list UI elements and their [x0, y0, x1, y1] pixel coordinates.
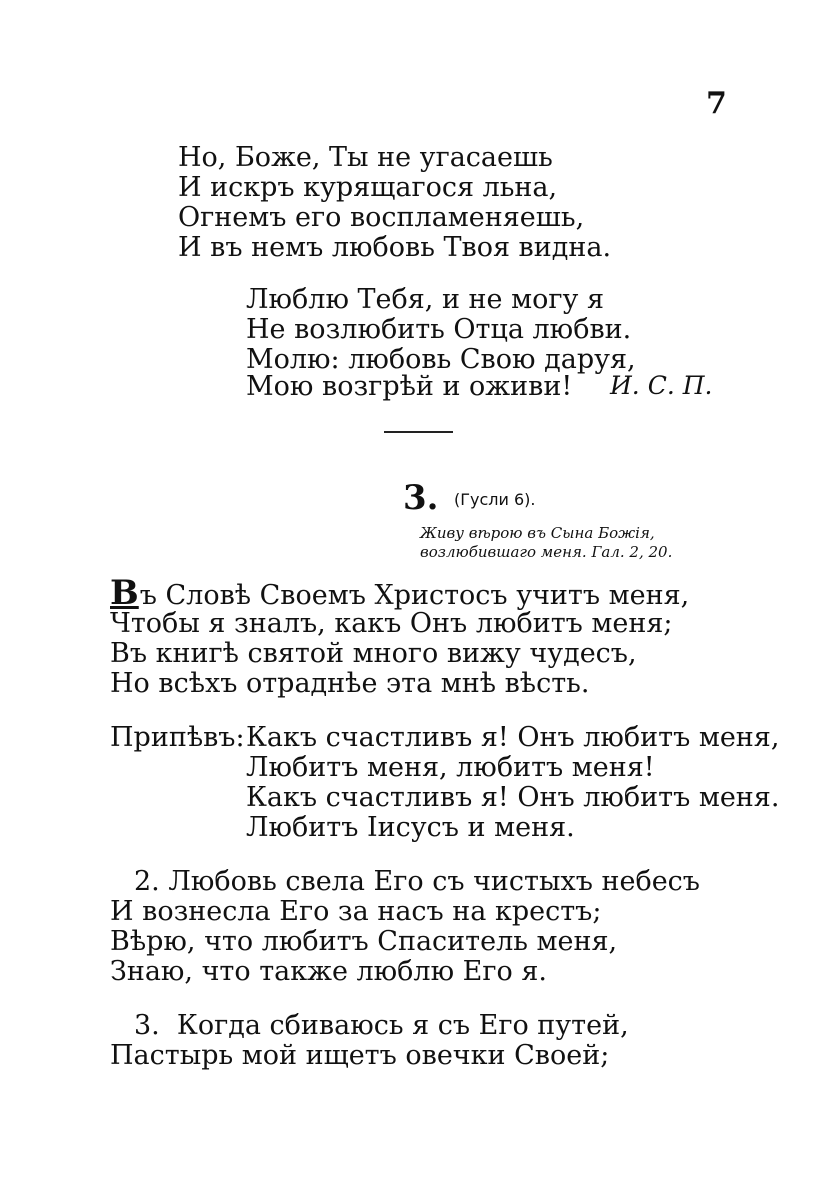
verse-line: Люблю Тебя, и не могу я	[246, 284, 605, 315]
verse-line: Мою возгрѣй и оживи!	[246, 371, 573, 402]
hymn-number: 3.	[403, 478, 439, 518]
verse-line: Молю: любовь Свою даруя,	[246, 344, 636, 375]
verse-line: И въ немъ любовь Твоя видна.	[178, 232, 612, 263]
verse-line-text: ъ Словѣ Своемъ Христосъ учитъ меня,	[139, 580, 690, 611]
verse-line: Вѣрю, что любитъ Спаситель меня,	[110, 926, 618, 957]
verse-line: 3. Когда сбиваюсь я съ Его путей,	[134, 1010, 629, 1041]
section-divider	[384, 431, 453, 433]
refrain-line: Какъ счастливъ я! Онъ любитъ меня.	[246, 782, 780, 813]
verse-line: Огнемъ его воспламеняешь,	[178, 202, 585, 233]
verse-line: Знаю, что также люблю Его я.	[110, 956, 547, 987]
epigraph-line: возлюбившаго меня. Гал. 2, 20.	[420, 543, 673, 561]
verse-line: Но, Боже, Ты не угасаешь	[178, 142, 553, 173]
author-signature: И. С. П.	[610, 371, 713, 400]
verse-line: Чтобы я зналъ, какъ Онъ любитъ меня;	[110, 608, 673, 639]
refrain-line: Любитъ Іисусъ и меня.	[246, 812, 575, 843]
verse-line: Въ книгѣ святой много вижу чудесъ,	[110, 638, 637, 669]
verse-line: И искръ курящагося льна,	[178, 172, 558, 203]
hymn-tune: (Гусли 6).	[454, 490, 536, 509]
verse-line: 2. Любовь свела Его съ чистыхъ небесъ	[134, 866, 700, 897]
verse-line	[110, 573, 690, 613]
verse-line: И вознесла Его за насъ на крестъ;	[110, 896, 602, 927]
ornamental-initial: В	[110, 573, 139, 613]
epigraph-line: Живу вѣрою въ Сына Божія,	[420, 524, 655, 542]
verse-line: Пастырь мой ищетъ овечки Своей;	[110, 1040, 610, 1071]
refrain-label: Припѣвъ:	[110, 722, 245, 753]
refrain-line: Любитъ меня, любитъ меня!	[246, 752, 655, 783]
page-number: 7	[706, 86, 727, 121]
verse-line: Не возлюбить Отца любви.	[246, 314, 632, 345]
refrain-line: Какъ счастливъ я! Онъ любитъ меня,	[246, 722, 780, 753]
verse-line: Но всѣхъ отраднѣе эта мнѣ вѣсть.	[110, 668, 590, 699]
